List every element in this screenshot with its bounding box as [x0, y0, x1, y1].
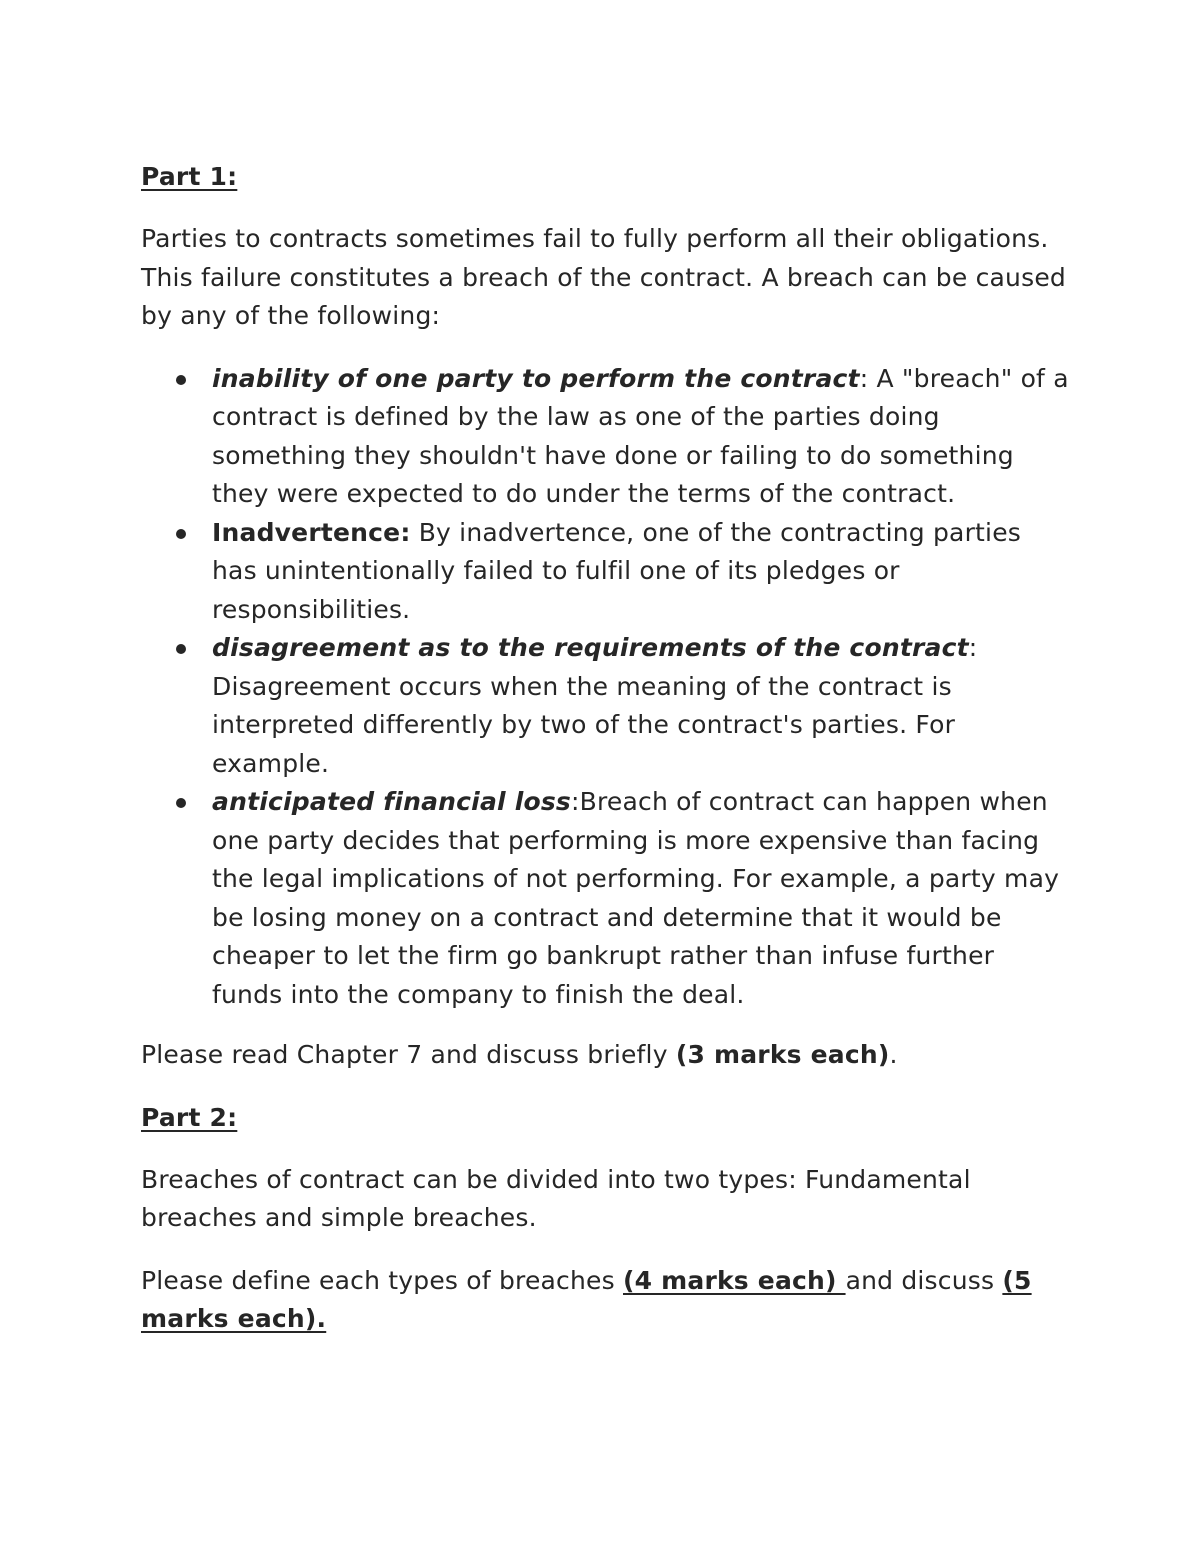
- list-item-term: anticipated financial loss: [212, 787, 571, 816]
- bullet-icon: [176, 644, 186, 654]
- marks-label: (5 marks each).: [141, 1265, 1032, 1333]
- breach-causes-list: [141, 360, 1071, 1015]
- spacer: [141, 1137, 1071, 1161]
- list-item-text: A "breach" of a contract is defined by the law as one of the parties doing something they shouldn't have done or failing to do something they were expected to do under the terms of the contract.: [212, 363, 1069, 508]
- instruction-middle: and discuss: [845, 1265, 1003, 1295]
- list-item-text: By inadvertence, one of the contracting parties has unintentionally failed to fulfil one of its pledges or responsibilities.: [212, 517, 1022, 624]
- instruction-suffix: .: [889, 1040, 898, 1069]
- bullet-icon: [176, 529, 186, 539]
- list-item-separator: :: [968, 633, 978, 662]
- part2-instruction: [141, 1262, 1071, 1339]
- document-page: [141, 158, 1071, 1339]
- part2-intro: Breaches of contract can be divided into two types: Fundamental breaches and simple breaches.: [141, 1164, 971, 1232]
- part2-heading: Part 2:: [141, 1102, 238, 1132]
- spacer: [141, 1075, 1071, 1099]
- part1-intro: Parties to contracts sometimes fail to fully perform all their obligations. This failure constitutes a breach of the contract. A breach can be caused by any of the following:: [141, 224, 1066, 330]
- part1-heading: Part 1:: [141, 162, 238, 191]
- list-item: [141, 783, 1071, 1014]
- instruction-text: Please define each types of breaches: [141, 1265, 623, 1295]
- bullet-icon: [176, 375, 186, 385]
- instruction-text: Please read Chapter 7 and discuss briefly: [141, 1040, 676, 1069]
- marks-label: (3 marks each): [675, 1040, 890, 1069]
- list-item: [141, 360, 1071, 514]
- list-item-separator: [411, 518, 419, 547]
- list-item-separator: :: [859, 363, 877, 393]
- list-item-separator: :: [571, 787, 580, 816]
- list-item-text: Disagreement occurs when the meaning of the contract is interpreted differently by two of the contract's parties. For example.: [212, 671, 956, 778]
- list-item: [141, 629, 1071, 783]
- list-item-term: disagreement as to the requirements of the contract: [212, 633, 969, 662]
- part1-instruction: [141, 1036, 1071, 1075]
- spacer: [141, 1014, 1071, 1036]
- list-item-text: Breach of contract can happen when one party decides that performing is more expensive than facing the legal implications of not performing. For example, a party may be losing money on a contract and determine that it would be cheaper to let the firm go bankrupt rather than infuse further funds into the company to finish the deal.: [212, 787, 1060, 1009]
- spacer: [141, 336, 1071, 360]
- list-item: [141, 514, 1071, 630]
- list-item-term: inability of one party to perform the contract: [212, 363, 860, 393]
- marks-label: (4 marks each): [623, 1265, 846, 1295]
- spacer: [141, 196, 1071, 220]
- bullet-icon: [176, 798, 186, 808]
- spacer: [141, 1238, 1071, 1262]
- list-item-term: Inadvertence:: [212, 517, 411, 547]
